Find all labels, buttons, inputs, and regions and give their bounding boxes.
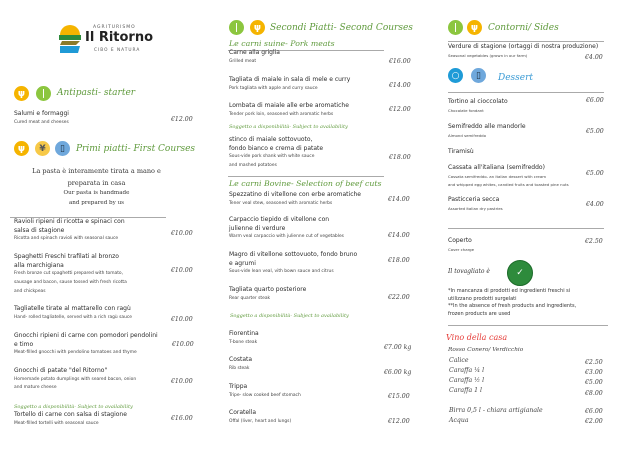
frozen-notes: *In mancanza di prodotti ed ingredienti freschi si utilizzano prodotti surgelati **In the absence of fresh products and ingredients, frozen products are used <box>448 288 577 317</box>
item-price: €6.00 kg <box>384 369 412 376</box>
eco-seal-icon: ✓ <box>507 260 533 286</box>
drink-item: Acqua <box>449 417 469 424</box>
menu-item <box>229 191 361 208</box>
divider <box>448 41 604 42</box>
logo-mark-icon <box>58 23 82 55</box>
item-desc: Almond semifreddo <box>448 132 486 138</box>
item-desc: Tender pork loin, seasoned with aromatic herbs <box>229 111 334 117</box>
availability-note: Soggetto a disponibilità- Subject to availability <box>14 404 133 410</box>
item-name: Carpaccio tiepido di vitellone con julienne di verdure <box>229 216 330 232</box>
wine-item: Caraffa ¼ l <box>449 367 485 374</box>
menu-item <box>229 102 349 119</box>
item-price: €15.00 <box>388 393 410 400</box>
item-name: Tortello di carne con salsa di stagione <box>14 411 127 418</box>
item-name: stinco di maiale sottovuoto, fondo bianco e crema di patate <box>229 136 324 152</box>
item-price: €18.00 <box>388 257 410 264</box>
menu-item <box>14 332 158 358</box>
logo-top: AGRITURISMO <box>93 25 136 30</box>
item-price: €14.00 <box>389 82 411 89</box>
item-name: Carne alla griglia <box>229 49 280 56</box>
beef-title: Le carni Bovine- Selection of beef cuts <box>229 179 382 188</box>
menu-item <box>448 43 598 60</box>
item-price: €5.00 <box>586 128 604 135</box>
menu-item <box>229 286 306 303</box>
menu-item <box>229 356 252 373</box>
item-desc: Cover charge <box>448 246 475 252</box>
item-desc: Pork tagliata with apple and curry sauce <box>229 85 318 91</box>
fork-icon: ψ <box>14 86 29 101</box>
item-price: €2.00 <box>585 418 603 425</box>
item-name: Spaghetti Freschi trafilati al bronzo alla marchigiana <box>14 253 119 269</box>
item-name: Ravioli ripieni di ricotta e spinaci con salsa di stagione <box>14 218 125 234</box>
spoon-icon: ○ <box>448 68 463 83</box>
tovagliato-label: Il tovagliato è <box>448 268 490 275</box>
item-name: Verdure di stagione (ortaggi di nostra produzione) <box>448 43 599 50</box>
item-price: €18.00 <box>389 154 411 161</box>
divider <box>448 92 604 93</box>
item-name: Tagliata di maiale in sala di mele e curry <box>229 76 351 83</box>
logo-tagline: CIBO E NATURA <box>94 48 141 53</box>
item-price: €10.00 <box>171 230 193 237</box>
item-price: €12.00 <box>389 106 411 113</box>
menu-item <box>14 367 136 393</box>
item-desc: Sous-vide pork shank with white sauce and mashed potatoes <box>229 154 315 168</box>
primi-title: Primi piatti- First Courses <box>76 144 196 154</box>
menu-item <box>14 110 69 127</box>
item-price: €5.00 <box>586 170 604 177</box>
item-desc: Chocolate fondant <box>448 107 484 113</box>
wine-title: Vino della casa <box>446 333 508 342</box>
item-price: €2.50 <box>585 359 603 366</box>
item-name: Pasticceria secca <box>448 196 500 203</box>
menu-item <box>229 251 357 277</box>
wheat-icon: ¥ <box>35 141 50 156</box>
menu-item <box>448 164 569 189</box>
divider <box>228 176 384 177</box>
item-price: €12.00 <box>388 418 410 425</box>
item-name: Magro di vitellone sottovuoto, fondo bruno e agrumi <box>229 251 358 267</box>
item-name: Coperto <box>448 237 472 244</box>
item-desc: Seasonal vegetables (grown in our farm) <box>448 52 528 58</box>
menu-item <box>229 136 323 171</box>
coperto <box>448 237 474 254</box>
item-desc: Tripe- slow cooked beef stomach <box>229 392 301 398</box>
item-price: €10.00 <box>171 378 193 385</box>
contorni-title: Contorni/ Sides <box>488 23 559 33</box>
item-desc: Grilled meat <box>229 58 257 64</box>
item-desc: Fresh bronze cut spaghetti prepared with tomato, sausage and bacon, sause tossed with fresh ricotta and chickpeas <box>14 271 127 294</box>
item-desc: Warm veal carpaccio with julienne cut of vegetables <box>229 234 344 240</box>
knife-icon: | <box>448 20 463 35</box>
knife-icon: | <box>36 86 51 101</box>
item-name: Coratella <box>229 409 257 416</box>
menu-item <box>448 123 526 140</box>
menu-item <box>229 330 259 347</box>
menu-item <box>14 305 132 322</box>
wine-item: Caraffa ½ l <box>449 377 485 384</box>
menu-item <box>448 148 474 157</box>
item-desc: Homemade potato dumplings with seared bacon, onion and mature cheese <box>14 376 137 391</box>
item-price: €4.00 <box>585 54 603 61</box>
item-name: Cassata all'italiana (semifreddo) <box>448 164 545 171</box>
fork-icon: ψ <box>14 141 29 156</box>
wine-subtitle: Rosso Conero/ Verdicchio <box>448 347 524 353</box>
item-price: €10.00 <box>171 267 193 274</box>
item-price: €4.00 <box>586 201 604 208</box>
pasta-note-it: La pasta è interamente tirata a mano e preparata in casa <box>32 167 161 187</box>
wine-item: Caraffa 1 l <box>449 387 482 394</box>
item-name: Fiorentina <box>229 330 259 337</box>
divider <box>448 325 608 326</box>
item-desc: Assorted italian dry pastries <box>448 205 503 211</box>
item-desc: T-bone steak <box>229 339 258 345</box>
menu-item <box>14 253 127 297</box>
item-price: €14.00 <box>388 196 410 203</box>
bottle-icon: ▯ <box>471 68 486 83</box>
item-desc: Ricotta and spinach ravioli with seasonal sauce <box>14 236 119 242</box>
item-price: €16.00 <box>171 415 193 422</box>
item-name: Lombata di maiale alle erbe aromatiche <box>229 102 349 109</box>
menu-item <box>229 49 280 66</box>
item-name: Gnocchi ripieni di carne con pomodori pendolini e timo <box>14 332 158 348</box>
item-name: Semifreddo alle mandorle <box>448 123 526 130</box>
item-price: €16.00 <box>389 58 411 65</box>
item-price: €2.50 <box>585 238 603 245</box>
drink-item: Birra 0,5 l - chiara artigianale <box>449 407 543 414</box>
menu-item <box>229 409 291 426</box>
antipasti-title: Antipasti- starter <box>57 88 136 98</box>
item-price: €10.00 <box>171 316 193 323</box>
dessert-title: Dessert <box>498 73 534 83</box>
item-name: Costata <box>229 356 253 363</box>
item-price: €14.00 <box>388 232 410 239</box>
item-desc: Cassata semifreddo- an italian dessert with cream and whipped egg whites, candied fruits and toasted pine nuts <box>448 173 569 187</box>
menu-item <box>448 196 503 213</box>
item-desc: Offal (liver, heart and lungs) <box>229 418 292 424</box>
item-desc: Sous-vide lean veal, vith bown sauce and citrus <box>229 269 334 275</box>
item-price: €12.00 <box>171 116 193 123</box>
item-desc: Meat-filled tortelli with seasonal sauce <box>14 420 99 426</box>
availability-note: Soggetto a disponibilità- Subject to availability <box>230 313 349 319</box>
item-price: €8.00 <box>585 390 603 397</box>
pork-title: Le carni suine- Pork meats <box>229 39 335 48</box>
menu-item <box>448 98 508 115</box>
divider <box>448 228 604 229</box>
logo <box>58 23 168 57</box>
secondi-title: Secondi Piatti- Second Courses <box>270 23 413 33</box>
logo-name: Il Ritorno <box>85 30 154 45</box>
item-price: €22.00 <box>388 294 410 301</box>
item-name: Tagliata quarto posteriore <box>229 286 307 293</box>
item-desc: Meat-filled gnocchi with pendolino tomatoes and thyme <box>14 350 137 356</box>
item-desc: Rear quarter steak <box>229 295 271 301</box>
item-price: €10.00 <box>172 341 194 348</box>
wine-item: Calice <box>449 357 469 364</box>
item-name: Tiramisù <box>448 148 474 155</box>
menu-item <box>229 76 350 93</box>
item-name: Trippa <box>229 383 248 390</box>
item-name: Gnocchi di patate "del Ritorno" <box>14 367 108 374</box>
item-price: €7.00 kg <box>384 344 412 351</box>
item-name: Salumi e formaggi <box>14 110 69 117</box>
item-price: €3.00 <box>585 369 603 376</box>
fork-icon: ψ <box>250 20 265 35</box>
availability-note: Soggetto a disponibilità- Subject to availability <box>229 124 348 130</box>
fork-icon: ψ <box>467 20 482 35</box>
item-desc: Rib steak <box>229 365 250 371</box>
bottle-icon: ▯ <box>55 141 70 156</box>
item-name: Tagliatelle tirate al mattarello con ragù <box>14 305 131 312</box>
menu-item <box>14 411 127 428</box>
knife-icon: | <box>229 20 244 35</box>
menu-item <box>229 383 301 400</box>
pasta-note-en: Our pasta is handmade and prepared by us <box>63 190 130 206</box>
item-desc: Tener veal stew, seasoned with aromatic herbs <box>229 200 333 206</box>
item-price: €6.00 <box>586 97 604 104</box>
item-desc: Cured meat and cheeses <box>14 119 69 125</box>
item-name: Spezzatino di vitellone con erbe aromatiche <box>229 191 361 198</box>
menu-item <box>229 216 344 242</box>
item-desc: Hand- rolled tagliatelle, served with a rich ragù sauce <box>14 314 132 320</box>
item-price: €5.00 <box>585 379 603 386</box>
menu-item <box>14 218 125 244</box>
item-price: €6.00 <box>585 408 603 415</box>
item-name: Tortino al cioccolato <box>448 98 508 105</box>
